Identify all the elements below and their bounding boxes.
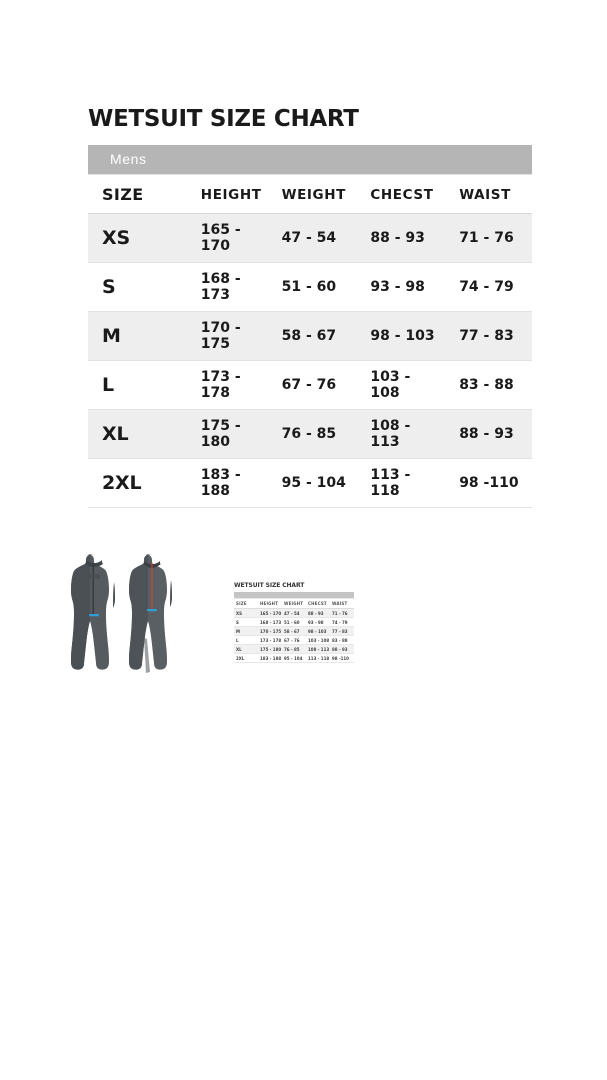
- thumbnail-header-size: SIZE: [234, 599, 258, 609]
- cell-weight: 47 - 54: [266, 214, 355, 263]
- cell-height: 165 - 170: [260, 610, 282, 616]
- column-header-height: HEIGHT: [177, 175, 266, 214]
- cell-weight: 51 - 60: [282, 618, 306, 627]
- column-header-waist: WAIST: [443, 175, 532, 214]
- cell-chest: 113 - 118: [308, 655, 330, 661]
- size-chart-block: [88, 108, 532, 508]
- cell-size: M: [234, 627, 258, 636]
- table-header-row: [88, 175, 532, 214]
- group-label: Mens: [88, 145, 532, 175]
- cell-weight: 95 - 104: [282, 654, 306, 663]
- cell-size: L: [88, 361, 177, 410]
- cell-chest: 88 - 93: [306, 609, 330, 618]
- cell-height: 173 - 178: [177, 361, 266, 410]
- wetsuit-illustration: [66, 552, 196, 676]
- cell-size: XL: [234, 645, 258, 654]
- cell-weight: 47 - 54: [282, 609, 306, 618]
- cell-chest: 103 - 108: [308, 637, 330, 643]
- cell-height: 170 - 175: [177, 312, 266, 361]
- column-header-weight: WEIGHT: [266, 175, 355, 214]
- table-row: [88, 312, 532, 361]
- cell-height: 175 - 180: [177, 410, 266, 459]
- thumbnail-row: [234, 627, 354, 636]
- thumbnail-title: WETSUIT SIZE CHART: [234, 582, 305, 589]
- cell-weight: 58 - 67: [266, 312, 355, 361]
- cell-height: 175 - 180: [260, 646, 282, 652]
- table-row: [88, 214, 532, 263]
- cell-weight: 95 - 104: [266, 459, 355, 508]
- cell-waist: 98 -110: [443, 459, 532, 508]
- cell-chest: 103 - 108: [354, 361, 443, 410]
- cell-waist: 74 - 79: [443, 263, 532, 312]
- cell-weight: 76 - 85: [266, 410, 355, 459]
- cell-height: 183 - 188: [260, 655, 282, 661]
- page-title: WETSUIT SIZE CHART: [88, 106, 359, 132]
- cell-waist: 98 -110: [330, 654, 354, 663]
- cell-weight: 58 - 67: [282, 627, 306, 636]
- thumbnail-header-weight: WEIGHT: [282, 599, 306, 609]
- wetsuit-front-view-icon: [124, 552, 180, 676]
- thumbnail-header-row: [234, 599, 354, 609]
- cell-size: XS: [234, 609, 258, 618]
- cell-weight: 67 - 76: [266, 361, 355, 410]
- cell-size: M: [88, 312, 177, 361]
- cell-chest: 113 - 118: [354, 459, 443, 508]
- thumbnail-row: [234, 636, 354, 645]
- cell-weight: 67 - 76: [282, 636, 306, 645]
- cell-weight: 76 - 85: [282, 645, 306, 654]
- wetsuit-back-view-icon: [66, 552, 122, 676]
- cell-waist: 71 - 76: [443, 214, 532, 263]
- table-row: [88, 263, 532, 312]
- thumbnail-row: [234, 609, 354, 618]
- cell-height: 183 - 188: [177, 459, 266, 508]
- cell-chest: 93 - 98: [306, 618, 330, 627]
- cell-weight: 51 - 60: [266, 263, 355, 312]
- column-header-size: SIZE: [88, 175, 177, 214]
- cell-size: 2XL: [234, 654, 258, 663]
- cell-size: 2XL: [88, 459, 177, 508]
- cell-chest: 108 - 113: [354, 410, 443, 459]
- thumbnail-header-chest: CHECST: [306, 599, 330, 609]
- cell-waist: 88 - 93: [443, 410, 532, 459]
- thumbnail-table: [234, 592, 354, 663]
- thumbnail-header-height: HEIGHT: [258, 599, 282, 609]
- table-row: [88, 459, 532, 508]
- cell-size: XL: [88, 410, 177, 459]
- cell-height: 165 - 170: [177, 214, 266, 263]
- cell-chest: 93 - 98: [354, 263, 443, 312]
- size-chart-thumbnail: [234, 582, 354, 663]
- table-row: [88, 361, 532, 410]
- cell-chest: 98 - 103: [354, 312, 443, 361]
- cell-chest: 88 - 93: [354, 214, 443, 263]
- cell-chest: 108 - 113: [308, 646, 330, 652]
- size-chart-table: [88, 145, 532, 508]
- table-row: [88, 410, 532, 459]
- cell-size: S: [234, 618, 258, 627]
- cell-waist: 77 - 83: [443, 312, 532, 361]
- cell-size: S: [88, 263, 177, 312]
- cell-chest: 98 - 103: [306, 627, 330, 636]
- cell-height: 173 - 178: [260, 637, 282, 643]
- cell-waist: 77 - 83: [330, 627, 354, 636]
- cell-height: 168 - 173: [260, 619, 282, 625]
- cell-waist: 88 - 93: [330, 645, 354, 654]
- table-group-row: [88, 145, 532, 175]
- cell-waist: 83 - 88: [443, 361, 532, 410]
- thumbnail-row: [234, 618, 354, 627]
- cell-size: L: [234, 636, 258, 645]
- cell-height: 168 - 173: [177, 263, 266, 312]
- thumbnail-row: [234, 645, 354, 654]
- thumbnail-row: [234, 654, 354, 663]
- cell-waist: 71 - 76: [330, 609, 354, 618]
- thumbnail-header-waist: WAIST: [330, 599, 354, 609]
- cell-size: XS: [88, 214, 177, 263]
- column-header-chest: CHECST: [354, 175, 443, 214]
- cell-waist: 83 - 88: [330, 636, 354, 645]
- cell-waist: 74 - 79: [330, 618, 354, 627]
- cell-height: 170 - 175: [260, 628, 282, 634]
